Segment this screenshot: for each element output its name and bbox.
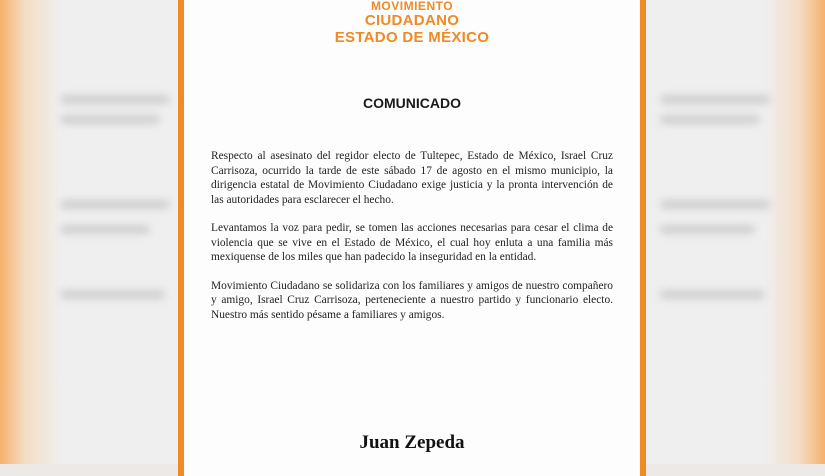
party-logo bbox=[184, 0, 640, 45]
document-title: COMUNICADO bbox=[363, 95, 461, 111]
blurred-text-line bbox=[60, 290, 165, 299]
blurred-text-line bbox=[660, 225, 755, 234]
blurred-text-line bbox=[660, 290, 765, 299]
logo-line-3: ESTADO DE MÉXICO bbox=[334, 29, 490, 46]
paragraph: Movimiento Ciudadano se solidariza con los familiares y amigos de nuestro compañero y amigo, Israel Cruz Carrisoza, perteneciente a nuestro partido y funcionario electo. Nuestro más sentido pésame a familiares y amigos. bbox=[211, 279, 613, 321]
signature: Juan Zepeda bbox=[359, 432, 465, 453]
press-release-document bbox=[178, 0, 646, 476]
logo-line-1: MOVIMIENTO bbox=[370, 0, 454, 13]
blurred-text-line bbox=[60, 225, 150, 234]
blurred-text-line bbox=[660, 115, 760, 124]
document-body bbox=[211, 149, 613, 336]
blurred-text-line bbox=[660, 200, 770, 209]
blurred-text-line bbox=[60, 115, 160, 124]
blurred-text-line bbox=[60, 95, 170, 104]
blurred-text-line bbox=[660, 95, 770, 104]
logo-line-2: CIUDADANO bbox=[364, 12, 460, 29]
paragraph: Respecto al asesinato del regidor electo de Tultepec, Estado de México, Israel Cruz Carrisoza, ocurrido la tarde de este sábado 17 de agosto en el mismo municipio, la dirigencia estatal de Movimiento Ciudadano exige justicia y la pronta intervención de las autoridades para esclarecer el hecho. bbox=[211, 150, 613, 206]
blurred-text-line bbox=[60, 200, 170, 209]
paragraph: Levantamos la voz para pedir, se tomen las acciones necesarias para cesar el clima de violencia que se vive en el Estado de México, el cual hoy enluta a una familia más mexiquense de los miles que han padecido la inseguridad en la entidad. bbox=[211, 222, 613, 263]
